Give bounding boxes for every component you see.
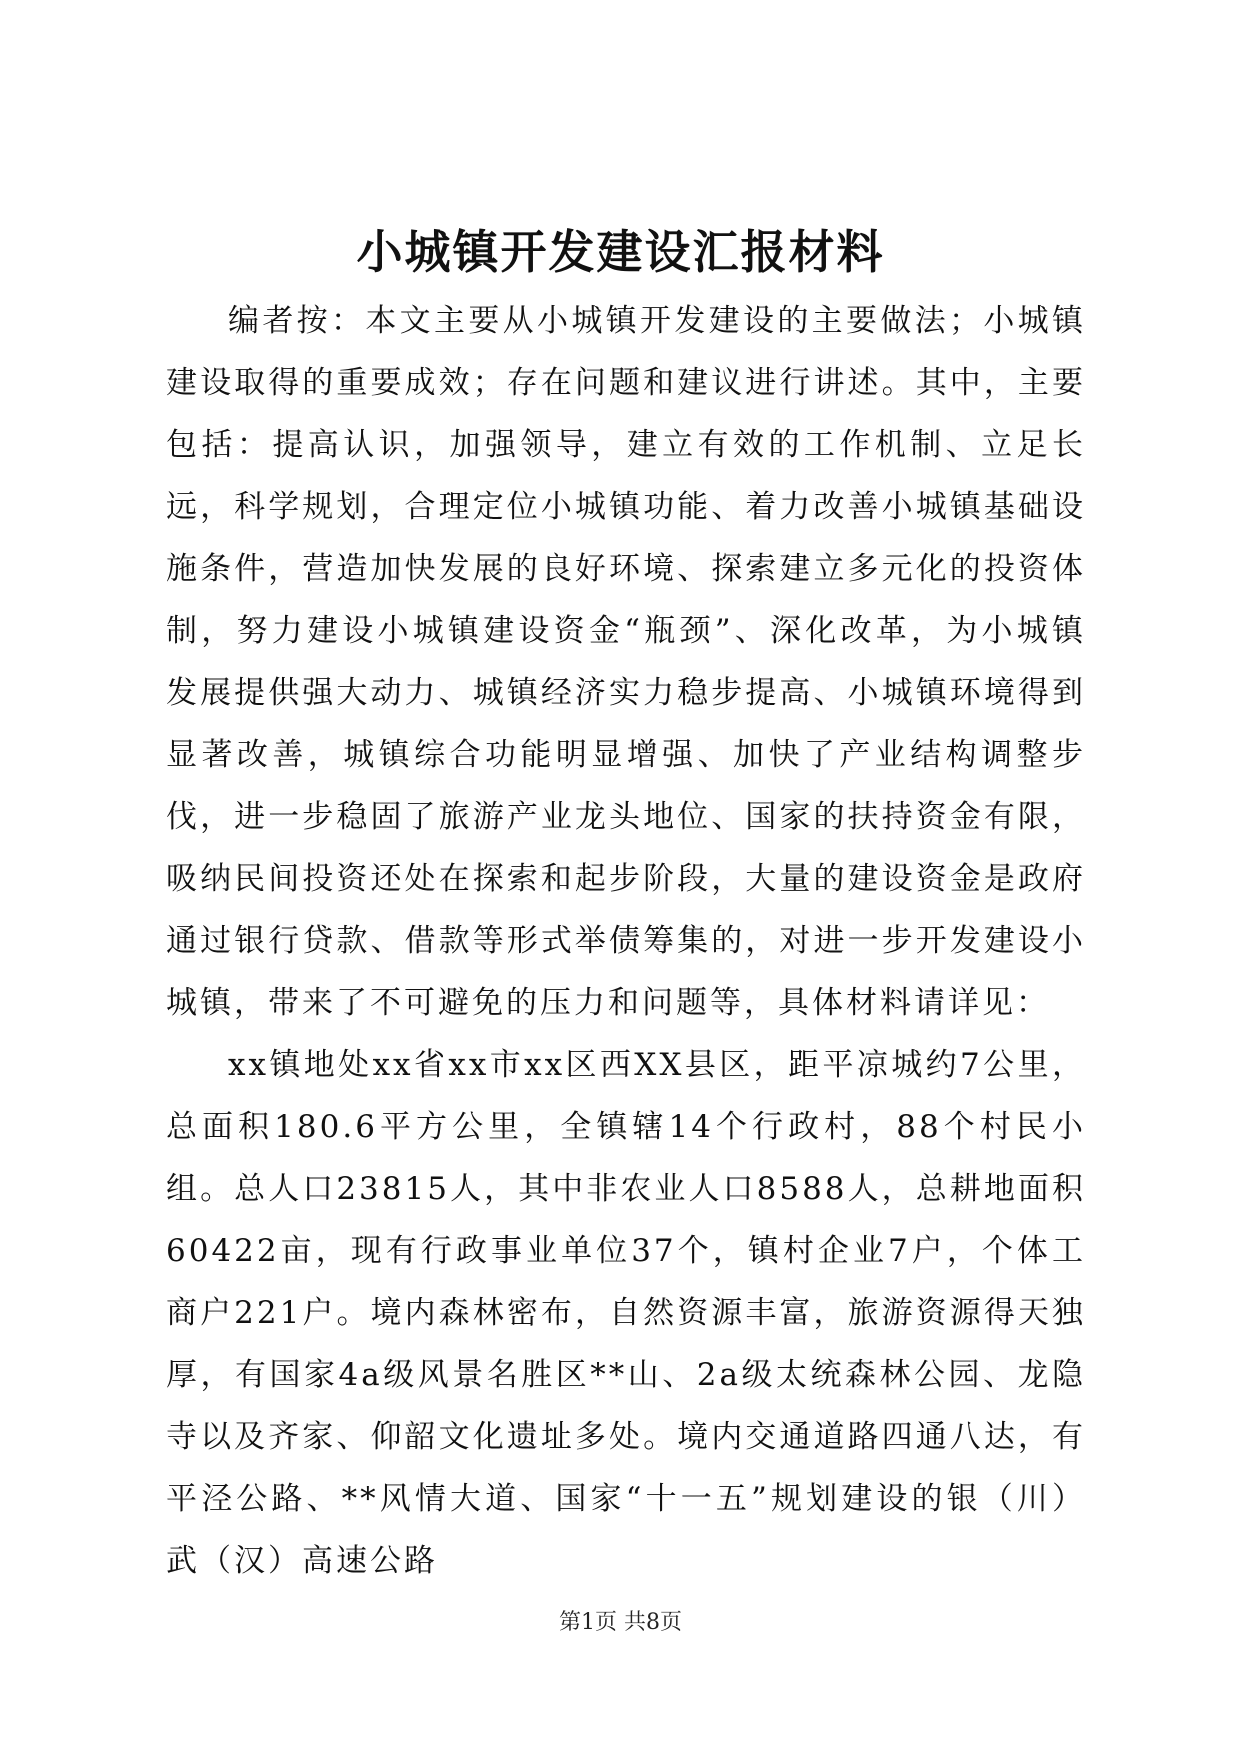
page-number-footer: 第1页 共8页 bbox=[559, 1610, 682, 1635]
overview-paragraph: xx镇地处xx省xx市xx区西XX县区，距平凉城约7公里，总面积180.6平方公里，全镇辖14个行政村，88个村民小组。总人口23815人，其中非农业人口8588人，总耕地面积60422亩，现有行政事业单位37个，镇村企业7户，个体工商户221户。境内森林密布，自然资源丰富，旅游资源得天独厚，有国家4a级风景名胜区**山、2a级太统森林公园、龙隐寺以及齐家、仰韶文化遗址多处。境内交通道路四通八达，有平泾公路、**风情大道、国家“十一五”规划建设的银（川）武（汉）高速公路 bbox=[166, 1047, 1086, 1579]
document-body bbox=[166, 290, 1086, 1592]
editor-note-paragraph: 编者按：本文主要从小城镇开发建设的主要做法；小城镇建设取得的重要成效；存在问题和建议进行讲述。其中，主要包括：提高认识，加强领导，建立有效的工作机制、立足长远，科学规划，合理定位小城镇功能、着力改善小城镇基础设施条件，营造加快发展的良好环境、探索建立多元化的投资体制，努力建设小城镇建设资金“瓶颈”、深化改革，为小城镇发展提供强大动力、城镇经济实力稳步提高、小城镇环境得到显著改善，城镇综合功能明显增强、加快了产业结构调整步伐，进一步稳固了旅游产业龙头地位、国家的扶持资金有限，吸纳民间投资还处在探索和起步阶段，大量的建设资金是政府通过银行贷款、借款等形式举债筹集的，对进一步开发建设小城镇，带来了不可避免的压力和问题等，具体材料请详见： bbox=[166, 303, 1086, 1021]
document-title: 小城镇开发建设汇报材料 bbox=[356, 225, 885, 279]
